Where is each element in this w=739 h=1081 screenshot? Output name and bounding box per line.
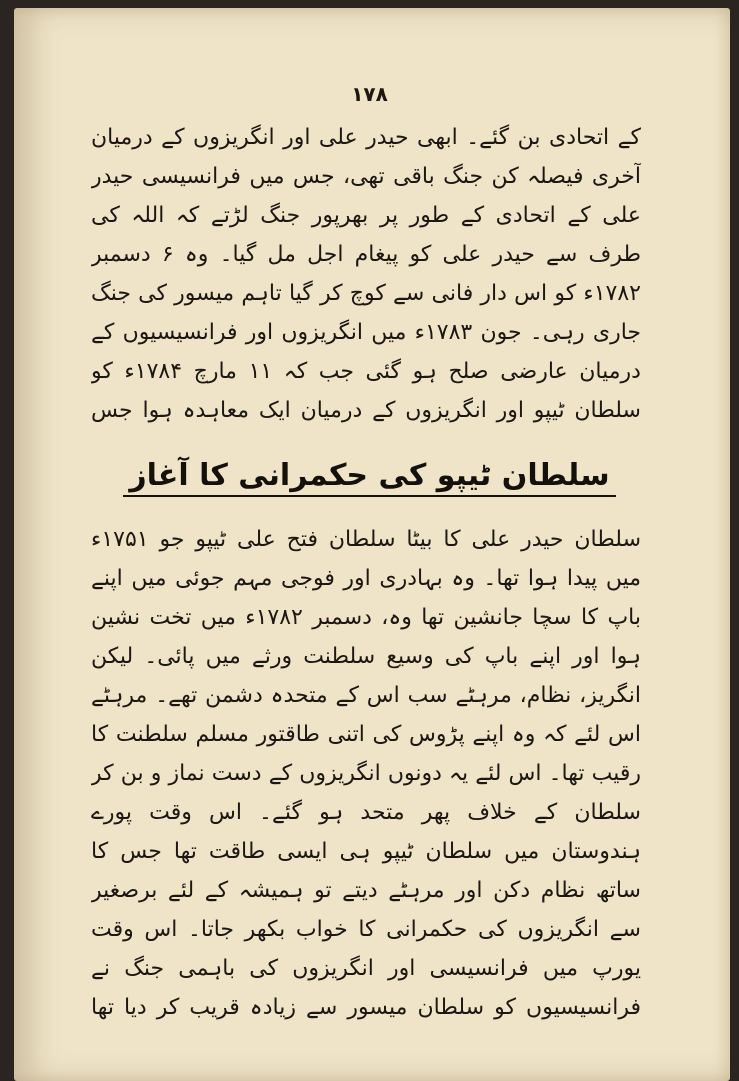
paragraph-1: کے اتحادی بن گئے۔ ابھی حیدر علی اور انگریزوں کے درمیان آخری فیصلہ کن جنگ باقی تھی، جس میں فرانسیسی حیدر علی کے اتحادی کے طور پر بھرپور جنگ لڑتے کہ اللہ کی طرف سے حیدر علی کو پیغام اجل مل گیا۔ وہ ۶ دسمبر ۱۷۸۲ء کو اس دار فانی سے کوچ کر گیا تاہم میسور کی جنگ جاری رہی۔ جون ۱۷۸۳ء میں انگریزوں اور فرانسیسیوں کے درمیان عارضی صلح ہو گئی جب کہ ۱۱ مارچ ۱۷۸۴ء کو سلطان ٹیپو اور انگریزوں کے درمیان ایک معاہدہ ہوا جس [91,125,641,423]
section-heading: سلطان ٹیپو کی حکمرانی کا آغاز [123,458,615,497]
paragraph-2: سلطان حیدر علی کا بیٹا سلطان فتح علی ٹیپو جو ۱۷۵۱ء میں پیدا ہوا تھا۔ وہ بہادری اور فوجی مہم جوئی میں اپنے باپ کا سچا جانشین تھا وہ، دسمبر ۱۷۸۲ء میں تخت نشین ہوا اور اپنے باپ کی وسیع سلطنت ورثے میں پائی۔ لیکن انگریز، نظام، مرہٹے سب اس کے متحدہ دشمن تھے۔ مرہٹے اس لئے کہ وہ اپنے پڑوس کی اتنی طاقتور مسلم سلطنت کا رقیب تھا۔ اس لئے یہ دونوں انگریزوں کے دست نماز و بن کر سلطان کے خلاف پھر متحد ہو گئے۔ اس وقت پورے ہندوستان میں سلطان ٹیپو ہی ایسی طاقت تھا جس کا ساتھ نظام دکن اور مرہٹے دیتے تو ہمیشہ کے لئے برصغیر سے انگریزوں کی حکمرانی کا خواب بکھر جاتا۔ اس وقت یورپ میں فرانسیسی اور انگریزوں کی باہمی جنگ نے فرانسیسیوں کو سلطان میسور سے زیادہ قریب کر دیا تھا [91,527,641,1020]
page-number: ۱۷۸ [351,82,388,106]
section-heading-container [0,458,739,497]
